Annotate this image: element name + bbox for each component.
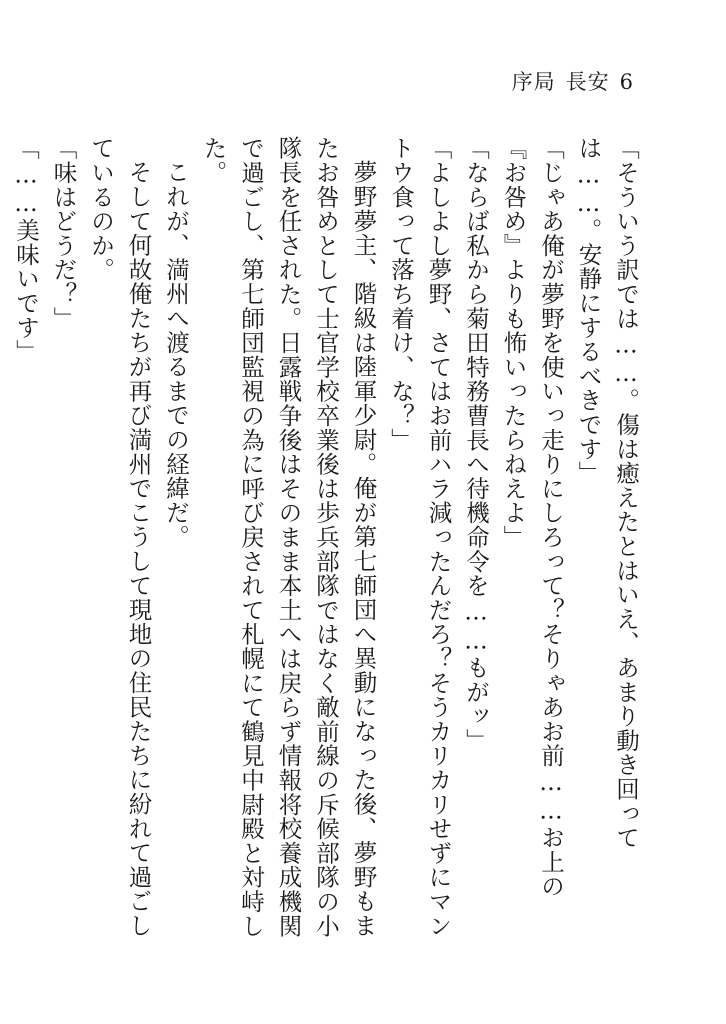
- paragraph-narration: これが、満州へ渡るまでの経緯だ。: [162, 159, 190, 549]
- vertical-body-text: [12, 136, 644, 946]
- section-title: 長安: [565, 70, 610, 94]
- paragraph-narration: そして何故俺たちが再び満州でこうして現地の住民たちに紛れて過ごしているのか。: [87, 136, 153, 938]
- paragraph-narration: 夢野夢主、階級は陸軍少尉。俺が第七師団へ異動になった後、夢野もまたお咎めとして士官学校卒業後は歩兵部隊ではなく敵前線の斥候部隊の小隊長を任された。日露戦争後はそのまま本土へは戻らず情報将校養成機関で過ごし、第七師団監視の為に呼び戻されて札幌にて鶴見中尉殿と対峙した。: [199, 136, 378, 938]
- paragraph-dialogue: 「じゃあ俺が夢野を使いっ走りにしろって？そりゃあお前……お上の『お咎め』よりも怖いったらねえよ」: [499, 136, 565, 899]
- paragraph-dialogue: 「よしよし夢野、さてはお前ハラ減ったんだろ？そうカリカリせずにマントウ食って落ち着け、な？」: [387, 136, 453, 938]
- paragraph-dialogue: 「そういう訳では……。傷は癒えたとはいえ、あまり動き回っては……。安静にするべきです」: [574, 136, 640, 850]
- paragraph-dialogue: 「ならば私から菊田特務曹長へ待機命令を……もがッ」: [462, 136, 490, 753]
- chapter-title: 序局: [511, 70, 556, 94]
- paragraph-dialogue: 「味はどうだ？」: [49, 136, 78, 331]
- page-number: 6: [619, 70, 634, 94]
- paragraph-dialogue: 「……美味いです」: [12, 136, 40, 364]
- running-header: [512, 66, 634, 96]
